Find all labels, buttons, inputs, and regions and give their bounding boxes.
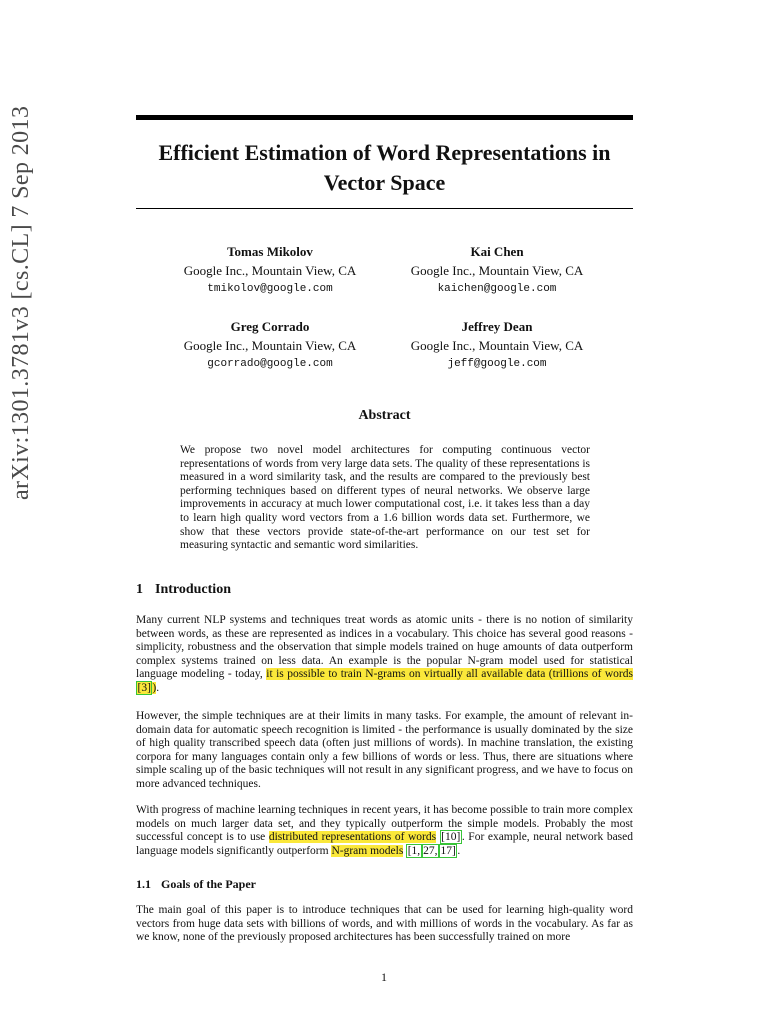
citation-link[interactable]: [1,	[407, 844, 421, 857]
intro-paragraph-3	[136, 804, 633, 858]
title-rule-bottom	[136, 208, 633, 209]
intro-paragraph-1	[136, 614, 633, 696]
section-heading-introduction	[136, 582, 231, 598]
page-number: 1	[381, 970, 387, 984]
author-affiliation: Google Inc., Mountain View, CA	[410, 337, 584, 353]
author-block	[377, 318, 617, 374]
author-affiliation: Google Inc., Mountain View, CA	[410, 262, 584, 278]
subsection-number: 1.1	[136, 877, 151, 891]
highlight: N-gram models	[331, 844, 404, 857]
section-title: Introduction	[155, 582, 231, 597]
citation-link[interactable]: 17]	[440, 844, 456, 857]
author-block	[150, 243, 390, 299]
author-block	[377, 243, 617, 299]
section-number: 1	[136, 582, 143, 597]
author-email[interactable]: gcorrado@google.com	[207, 358, 333, 370]
paragraph-text: .	[156, 681, 160, 694]
paragraph-text: Many current NLP systems and techniques treat words as atomic units - there is no notion of similarity between words, as these are represented as indices in a vocabulary. This choice has several good reasons - simplicity, robustness and the observation that simple models trained on huge amounts of data outperform complex systems trained on less data. An example is the popular N-gram model used for statistical language modeling - today,	[136, 614, 633, 681]
author-name: Greg Corrado	[230, 319, 310, 334]
author-name: Tomas Mikolov	[227, 244, 313, 259]
paragraph-text: .	[457, 844, 461, 857]
author-block	[150, 318, 390, 374]
author-name: Kai Chen	[470, 244, 524, 259]
subsection-heading-goals	[136, 877, 256, 892]
citation-link[interactable]: [3]	[137, 681, 151, 694]
author-email[interactable]: kaichen@google.com	[437, 283, 557, 295]
highlight: distributed representations of words	[268, 831, 437, 844]
goals-paragraph: The main goal of this paper is to introduce techniques that can be used for learning high-quality word vectors from huge data sets with billions of words, and with millions of words in the vocabulary. As far as we know, none of the previously proposed architectures has been successfully trained on more	[136, 904, 633, 944]
citation-link[interactable]: 27,	[423, 844, 438, 857]
paragraph-text: With progress of machine learning techniques in recent years, it has become possible to train more complex models on much larger data set, and they typically outperform the simple models. Probably the most successful concept is to use	[136, 804, 633, 844]
paragraph-text: . For example, neural network based language models significantly outperform	[136, 831, 634, 857]
author-name: Jeffrey Dean	[461, 319, 533, 334]
title-rule-top	[136, 115, 633, 120]
abstract-text: We propose two novel model architectures for computing continuous vector representations of words from very large data sets. The quality of these representations is measured in a word similarity task, and the results are compared to the previously best performing techniques based on different types of neural networks. We observe large improvements in accuracy at much lower computational cost, i.e. it takes less than a day to learn high quality word vectors from a 1.6 billion words data set. Furthermore, we show that these vectors provide state-of-the-art performance on our test set for measuring syntactic and semantic word similarities.	[180, 444, 590, 552]
highlight-text: it is possible to train N-grams on virtually all available data (trillions of words	[266, 668, 633, 681]
arxiv-identifier: arXiv:1301.3781v3 [cs.CL] 7 Sep 2013	[8, 105, 34, 500]
subsection-title: Goals of the Paper	[161, 877, 256, 891]
author-affiliation: Google Inc., Mountain View, CA	[183, 262, 357, 278]
intro-paragraph-2: However, the simple techniques are at their limits in many tasks. For example, the amount of relevant in-domain data for automatic speech recognition is limited - the performance is usually dominated by the size of high quality transcribed speech data (often just millions of words). In machine translation, the existing corpora for many languages contain only a few billions of words or less. Thus, there are situations where simple scaling up of the basic techniques will not result in any significant progress, and we have to focus on more advanced techniques.	[136, 710, 633, 790]
paper-title: Efficient Estimation of Word Representations in Vector Space	[158, 140, 611, 195]
citation-link[interactable]: [10]	[441, 831, 461, 844]
author-email[interactable]: jeff@google.com	[447, 358, 547, 370]
abstract-heading: Abstract	[358, 408, 411, 423]
author-affiliation: Google Inc., Mountain View, CA	[183, 337, 357, 353]
highlight-text: )	[152, 681, 157, 694]
author-email[interactable]: tmikolov@google.com	[207, 283, 333, 295]
